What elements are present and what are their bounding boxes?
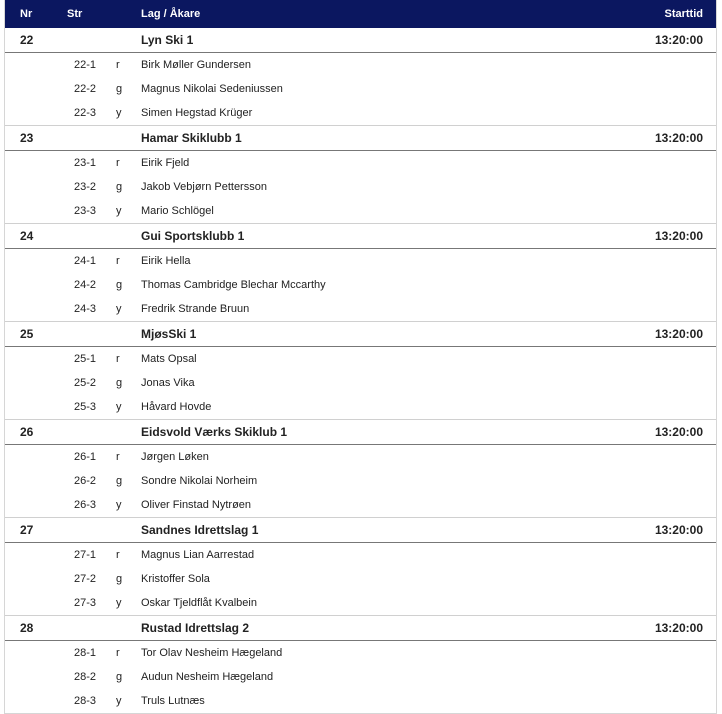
runner-row[interactable] <box>5 543 716 567</box>
runner-name: Mario Schlögel <box>141 205 214 217</box>
team-name: Eidsvold Værks Skiklub 1 <box>141 425 288 439</box>
runner-name: Audun Nesheim Hægeland <box>141 671 274 683</box>
runner-name: Oskar Tjeldflåt Kvalbein <box>141 597 257 609</box>
runner-bib: 22-1 <box>74 59 97 71</box>
runner-color-code: y <box>116 303 122 315</box>
runner-name: Jakob Vebjørn Pettersson <box>141 181 267 193</box>
team-start-time: 13:20:00 <box>654 523 703 537</box>
team-block <box>5 419 716 517</box>
team-row[interactable] <box>5 126 716 151</box>
runner-color-code: g <box>116 475 123 487</box>
team-name: Sandnes Idrettslag 1 <box>141 523 259 537</box>
runner-color-code: r <box>116 451 120 463</box>
runner-name: Thomas Cambridge Blechar Mccarthy <box>141 279 326 291</box>
team-row[interactable] <box>5 616 716 641</box>
runner-row[interactable] <box>5 297 716 321</box>
team-start-time: 13:20:00 <box>654 131 703 145</box>
runner-name: Kristoffer Sola <box>141 573 210 585</box>
team-nr: 24 <box>20 229 34 243</box>
runner-row[interactable] <box>5 371 716 395</box>
team-nr: 23 <box>20 131 34 145</box>
team-block <box>5 223 716 321</box>
runner-row[interactable] <box>5 273 716 297</box>
start-list-table <box>4 0 717 714</box>
runner-color-code: y <box>116 205 122 217</box>
team-name: MjøsSki 1 <box>141 327 197 341</box>
team-start-time: 13:20:00 <box>654 33 703 47</box>
runner-bib: 28-2 <box>74 671 97 683</box>
runner-color-code: g <box>116 181 123 193</box>
runner-row[interactable] <box>5 249 716 273</box>
runner-name: Tor Olav Nesheim Hægeland <box>141 647 283 659</box>
runner-color-code: r <box>116 59 120 71</box>
runner-bib: 26-2 <box>74 475 97 487</box>
table-header <box>5 0 716 28</box>
runner-bib: 27-1 <box>74 549 97 561</box>
team-block <box>5 615 716 713</box>
runner-name: Fredrik Strande Bruun <box>141 303 250 315</box>
runner-bib: 25-3 <box>74 401 97 413</box>
runner-row[interactable] <box>5 689 716 713</box>
runner-row[interactable] <box>5 469 716 493</box>
runner-row[interactable] <box>5 347 716 371</box>
team-name: Hamar Skiklubb 1 <box>141 131 242 145</box>
runner-color-code: g <box>116 83 123 95</box>
runner-row[interactable] <box>5 591 716 615</box>
team-start-time: 13:20:00 <box>654 621 703 635</box>
runner-color-code: y <box>116 499 122 511</box>
team-block <box>5 125 716 223</box>
runner-row[interactable] <box>5 567 716 591</box>
runner-name: Simen Hegstad Krüger <box>141 107 253 119</box>
runner-bib: 24-3 <box>74 303 97 315</box>
runner-color-code: g <box>116 279 123 291</box>
runner-row[interactable] <box>5 445 716 469</box>
runner-color-code: y <box>116 107 122 119</box>
runner-bib: 28-3 <box>74 695 97 707</box>
team-start-time: 13:20:00 <box>654 229 703 243</box>
runner-color-code: g <box>116 377 123 389</box>
runner-row[interactable] <box>5 199 716 223</box>
runner-row[interactable] <box>5 53 716 77</box>
runner-name: Truls Lutnæs <box>141 695 205 707</box>
runner-name: Jonas Vika <box>141 377 195 389</box>
runner-row[interactable] <box>5 101 716 125</box>
runner-color-code: y <box>116 597 122 609</box>
team-block <box>5 28 716 125</box>
team-row[interactable] <box>5 28 716 53</box>
runner-row[interactable] <box>5 641 716 665</box>
runner-color-code: g <box>116 573 123 585</box>
runner-name: Eirik Fjeld <box>141 157 190 169</box>
runner-name: Jørgen Løken <box>141 451 209 463</box>
runner-bib: 25-2 <box>74 377 97 389</box>
runner-name: Magnus Lian Aarrestad <box>141 549 255 561</box>
team-start-time: 13:20:00 <box>654 425 703 439</box>
team-nr: 26 <box>20 425 34 439</box>
team-nr: 27 <box>20 523 34 537</box>
runner-name: Eirik Hella <box>141 255 191 267</box>
runner-row[interactable] <box>5 175 716 199</box>
runner-name: Håvard Hovde <box>141 401 212 413</box>
team-start-time: 13:20:00 <box>654 327 703 341</box>
header-starttid[interactable]: Starttid <box>664 8 703 20</box>
runner-name: Magnus Nikolai Sedeniussen <box>141 83 283 95</box>
header-nr[interactable]: Nr <box>20 8 33 20</box>
runner-bib: 23-3 <box>74 205 97 217</box>
header-lag-akare[interactable]: Lag / Åkare <box>141 8 201 20</box>
runner-bib: 22-3 <box>74 107 97 119</box>
runner-color-code: r <box>116 255 120 267</box>
runner-bib: 22-2 <box>74 83 97 95</box>
runner-color-code: r <box>116 647 120 659</box>
runner-bib: 23-2 <box>74 181 97 193</box>
team-row[interactable] <box>5 518 716 543</box>
runner-color-code: r <box>116 549 120 561</box>
runner-name: Mats Opsal <box>141 353 197 365</box>
team-name: Gui Sportsklubb 1 <box>141 229 245 243</box>
runner-bib: 24-1 <box>74 255 97 267</box>
runner-color-code: r <box>116 157 120 169</box>
team-nr: 25 <box>20 327 34 341</box>
team-nr: 22 <box>20 33 34 47</box>
runner-bib: 24-2 <box>74 279 97 291</box>
runner-bib: 27-2 <box>74 573 97 585</box>
runner-row[interactable] <box>5 151 716 175</box>
runner-row[interactable] <box>5 493 716 517</box>
runner-bib: 26-1 <box>74 451 97 463</box>
team-row[interactable] <box>5 322 716 347</box>
header-str[interactable]: Str <box>67 8 83 20</box>
runner-color-code: r <box>116 353 120 365</box>
runner-row[interactable] <box>5 395 716 419</box>
runner-bib: 28-1 <box>74 647 97 659</box>
team-name: Rustad Idrettslag 2 <box>141 621 250 635</box>
team-name: Lyn Ski 1 <box>141 33 194 47</box>
team-row[interactable] <box>5 224 716 249</box>
runner-bib: 27-3 <box>74 597 97 609</box>
table-body <box>5 28 716 713</box>
runner-name: Birk Møller Gundersen <box>141 59 252 71</box>
runner-color-code: g <box>116 671 123 683</box>
runner-bib: 23-1 <box>74 157 97 169</box>
runner-row[interactable] <box>5 665 716 689</box>
team-row[interactable] <box>5 420 716 445</box>
runner-bib: 26-3 <box>74 499 97 511</box>
runner-name: Oliver Finstad Nytrøen <box>141 499 252 511</box>
runner-row[interactable] <box>5 77 716 101</box>
runner-name: Sondre Nikolai Norheim <box>141 475 258 487</box>
runner-bib: 25-1 <box>74 353 97 365</box>
team-block <box>5 321 716 419</box>
team-block <box>5 517 716 615</box>
runner-color-code: y <box>116 401 122 413</box>
team-nr: 28 <box>20 621 34 635</box>
runner-color-code: y <box>116 695 122 707</box>
